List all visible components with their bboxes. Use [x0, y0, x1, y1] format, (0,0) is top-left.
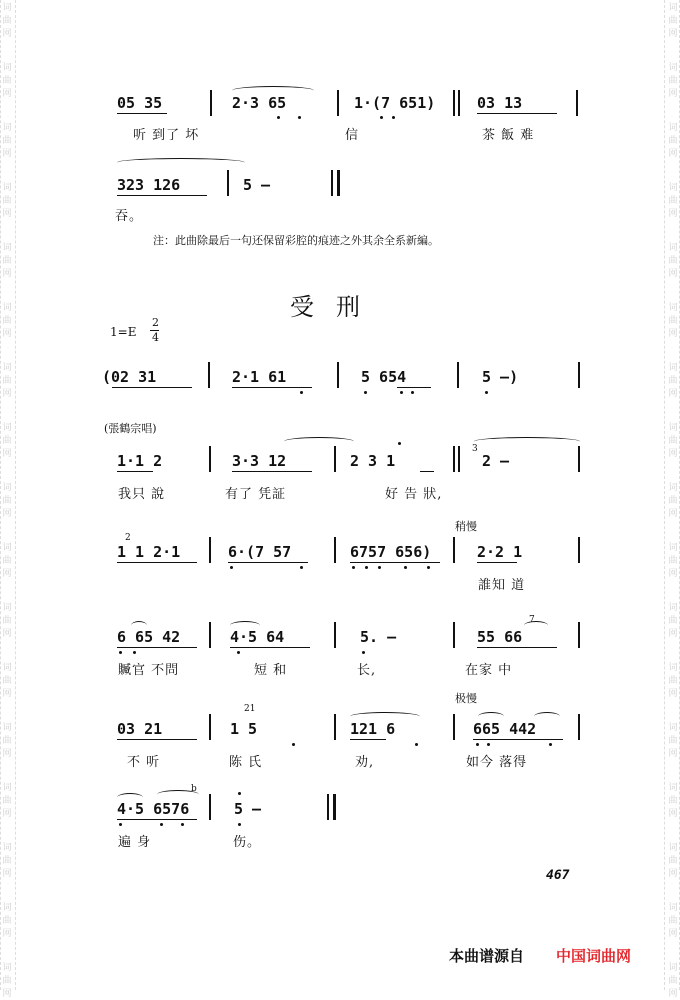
tempo-1: 稍慢: [455, 520, 477, 533]
grace-note-1: 3: [472, 444, 478, 454]
watermark-char: 网: [668, 209, 678, 219]
watermark-char: 曲: [2, 856, 12, 866]
line5-notes-2: 5 —: [234, 800, 262, 818]
watermark-char: 网: [668, 869, 678, 879]
watermark-char: 词: [2, 903, 12, 913]
flat-sign: b: [191, 784, 197, 794]
watermark-char: 网: [668, 809, 678, 819]
line4-notes-1: 03 21: [117, 720, 163, 738]
prev-notes-3: 1·(7 651): [354, 94, 436, 112]
footnote: 注：此曲除最后一句还保留彩腔的痕迹之外其余全系新編。: [153, 234, 439, 247]
watermark-char: 曲: [668, 16, 678, 26]
watermark-char: 网: [2, 269, 12, 279]
watermark-char: 曲: [668, 736, 678, 746]
watermark-char: 曲: [668, 76, 678, 86]
page-number: 467: [546, 868, 570, 883]
prev-notes-1: 05 35: [117, 94, 163, 112]
watermark-char: 词: [2, 783, 12, 793]
time-denominator: 4: [152, 331, 159, 344]
watermark-char: 曲: [2, 676, 12, 686]
line2-lyric-1: 誰知 道: [478, 578, 526, 593]
watermark-char: 曲: [668, 556, 678, 566]
watermark-char: 曲: [668, 976, 678, 986]
watermark-char: 曲: [2, 16, 12, 26]
line1-notes-2: 3·3 12: [232, 452, 287, 470]
watermark-char: 词: [2, 183, 12, 193]
watermark-char: 网: [2, 29, 12, 39]
watermark-char: 网: [668, 29, 678, 39]
watermark-char: 词: [2, 843, 12, 853]
watermark-char: 曲: [2, 136, 12, 146]
prev-notes-2: 2·3 65: [232, 94, 287, 112]
watermark-char: 曲: [668, 916, 678, 926]
intro-3: 5 654: [361, 368, 407, 386]
line3-lyric-4: 在家 中: [465, 663, 513, 678]
watermark-char: 词: [668, 663, 678, 673]
line4-notes-3: 121 6: [350, 720, 396, 738]
watermark-char: 曲: [2, 556, 12, 566]
key-signature: 1=E: [110, 325, 137, 339]
prev-notes-6: 5 —: [243, 176, 271, 194]
watermark-char: 词: [668, 423, 678, 433]
watermark-char: 曲: [668, 856, 678, 866]
watermark-char: 词: [668, 123, 678, 133]
watermark-char: 网: [2, 569, 12, 579]
watermark-char: 网: [2, 149, 12, 159]
line3-lyric-1: 贓官 不問: [118, 663, 180, 678]
line4-lyric-1: 不 听: [127, 755, 161, 770]
watermark-char: 网: [668, 509, 678, 519]
watermark-char: 词: [2, 663, 12, 673]
line1-lyric-2: 有了 凭証: [225, 487, 287, 502]
line4-lyric-2: 陈 氏: [229, 755, 263, 770]
line5-lyric-1: 遍 身: [118, 835, 152, 850]
watermark-char: 词: [668, 183, 678, 193]
watermark-char: 网: [2, 209, 12, 219]
watermark-char: 词: [668, 363, 678, 373]
intro-1: (02 31: [102, 368, 157, 386]
watermark-char: 词: [668, 783, 678, 793]
watermark-char: 网: [668, 389, 678, 399]
prev-lyric-3: 茶 飯 难: [482, 128, 535, 143]
watermark-char: 词: [2, 423, 12, 433]
line5-notes-1: 4·5 6576: [117, 800, 190, 818]
watermark-char: 词: [668, 243, 678, 253]
watermark-char: 曲: [2, 736, 12, 746]
line3-lyric-2: 短 和: [254, 663, 288, 678]
line1-notes-4: 2 —: [482, 452, 510, 470]
line4-notes-2: 1 5: [230, 720, 258, 738]
watermark-char: 网: [2, 869, 12, 879]
watermark-char: 网: [668, 269, 678, 279]
watermark-char: 词: [2, 363, 12, 373]
watermark-char: 曲: [668, 316, 678, 326]
watermark-char: 词: [668, 303, 678, 313]
watermark-char: 词: [2, 243, 12, 253]
grace-note-2: 2: [125, 533, 131, 543]
watermark-char: 曲: [2, 256, 12, 266]
line1-lyric-1: 我只 說: [118, 487, 166, 502]
prev-lyric-2: 信: [345, 128, 360, 143]
watermark-char: 曲: [2, 76, 12, 86]
watermark-char: 词: [668, 63, 678, 73]
watermark-char: 曲: [668, 136, 678, 146]
footer-source-label: 本曲谱源自: [449, 947, 525, 965]
watermark-char: 网: [2, 689, 12, 699]
watermark-char: 词: [668, 483, 678, 493]
line3-notes-4: 55 66: [477, 628, 523, 646]
watermark-char: 曲: [2, 376, 12, 386]
line4-lyric-3: 劝,: [355, 755, 375, 770]
watermark-char: 网: [2, 749, 12, 759]
watermark-char: 网: [668, 149, 678, 159]
watermark-char: 网: [2, 89, 12, 99]
watermark-char: 曲: [2, 616, 12, 626]
line1-notes-3: 2 3 1: [350, 452, 396, 470]
watermark-char: 曲: [668, 256, 678, 266]
watermark-char: 网: [668, 569, 678, 579]
line5-lyric-2: 伤。: [233, 835, 262, 850]
watermark-char: 网: [668, 689, 678, 699]
prev-lyric-1: 听 到了 坏: [133, 128, 200, 143]
watermark-char: 词: [2, 3, 12, 13]
watermark-char: 网: [2, 929, 12, 939]
watermark-char: 词: [668, 903, 678, 913]
line2-notes-3: 6757 656): [350, 543, 432, 561]
prev-notes-4: 03 13: [477, 94, 523, 112]
watermark-char: 曲: [2, 316, 12, 326]
watermark-char: 词: [668, 843, 678, 853]
watermark-char: 曲: [2, 796, 12, 806]
watermark-char: 网: [2, 809, 12, 819]
watermark-char: 网: [2, 449, 12, 459]
watermark-char: 词: [2, 543, 12, 553]
tempo-2: 极慢: [455, 692, 477, 705]
watermark-char: 网: [2, 329, 12, 339]
watermark-char: 词: [668, 723, 678, 733]
watermark-char: 曲: [2, 196, 12, 206]
line3-notes-3: 5. —: [360, 628, 397, 646]
prev-lyric-4: 吞。: [115, 209, 144, 224]
watermark-char: 词: [2, 603, 12, 613]
watermark-char: 曲: [668, 496, 678, 506]
line1-notes-1: 1·1 2: [117, 452, 163, 470]
watermark-char: 网: [668, 989, 678, 999]
watermark-char: 网: [668, 449, 678, 459]
watermark-char: 曲: [2, 976, 12, 986]
line3-lyric-3: 长,: [357, 663, 377, 678]
watermark-char: 曲: [668, 796, 678, 806]
watermark-char: 网: [668, 929, 678, 939]
watermark-char: 曲: [2, 496, 12, 506]
watermark-char: 网: [2, 389, 12, 399]
watermark-char: 网: [668, 89, 678, 99]
line3-notes-1: 6 65 42: [117, 628, 181, 646]
grace-note-3: 7: [529, 615, 535, 625]
line4-notes-4: 665 442: [473, 720, 537, 738]
watermark-char: 曲: [668, 376, 678, 386]
line4-lyric-4: 如今 落得: [466, 755, 528, 770]
watermark-char: 曲: [668, 616, 678, 626]
line2-notes-4: 2·2 1: [477, 543, 523, 561]
watermark-char: 曲: [668, 676, 678, 686]
time-numerator: 2: [152, 316, 159, 329]
watermark-char: 曲: [668, 196, 678, 206]
line2-notes-1: 1 1 2·1: [117, 543, 181, 561]
watermark-char: 网: [2, 509, 12, 519]
watermark-char: 网: [668, 629, 678, 639]
watermark-char: 曲: [2, 436, 12, 446]
watermark-char: 词: [668, 603, 678, 613]
intro-4: 5 —): [482, 368, 519, 386]
watermark-char: 曲: [2, 916, 12, 926]
watermark-char: 曲: [668, 436, 678, 446]
watermark-char: 词: [668, 3, 678, 13]
prev-notes-5: 323 126: [117, 176, 181, 194]
watermark-char: 网: [668, 329, 678, 339]
watermark-char: 网: [668, 749, 678, 759]
piece-title: 受刑: [290, 293, 382, 321]
grace-note-4: 21: [244, 704, 256, 714]
singer: (張鶴宗唱): [104, 422, 157, 435]
watermark-char: 词: [668, 963, 678, 973]
watermark-char: 网: [2, 629, 12, 639]
watermark-char: 词: [2, 303, 12, 313]
intro-2: 2·1 61: [232, 368, 287, 386]
line3-notes-2: 4·5 64: [230, 628, 285, 646]
watermark-char: 网: [2, 989, 12, 999]
watermark-char: 词: [2, 483, 12, 493]
watermark-char: 词: [2, 123, 12, 133]
watermark-char: 词: [668, 543, 678, 553]
watermark-char: 词: [2, 63, 12, 73]
watermark-char: 词: [2, 723, 12, 733]
line1-lyric-3: 好 告 狀,: [385, 487, 443, 502]
line2-notes-2: 6·(7 57: [228, 543, 292, 561]
watermark-char: 词: [2, 963, 12, 973]
footer-site-link[interactable]: 中国词曲网: [556, 947, 632, 965]
